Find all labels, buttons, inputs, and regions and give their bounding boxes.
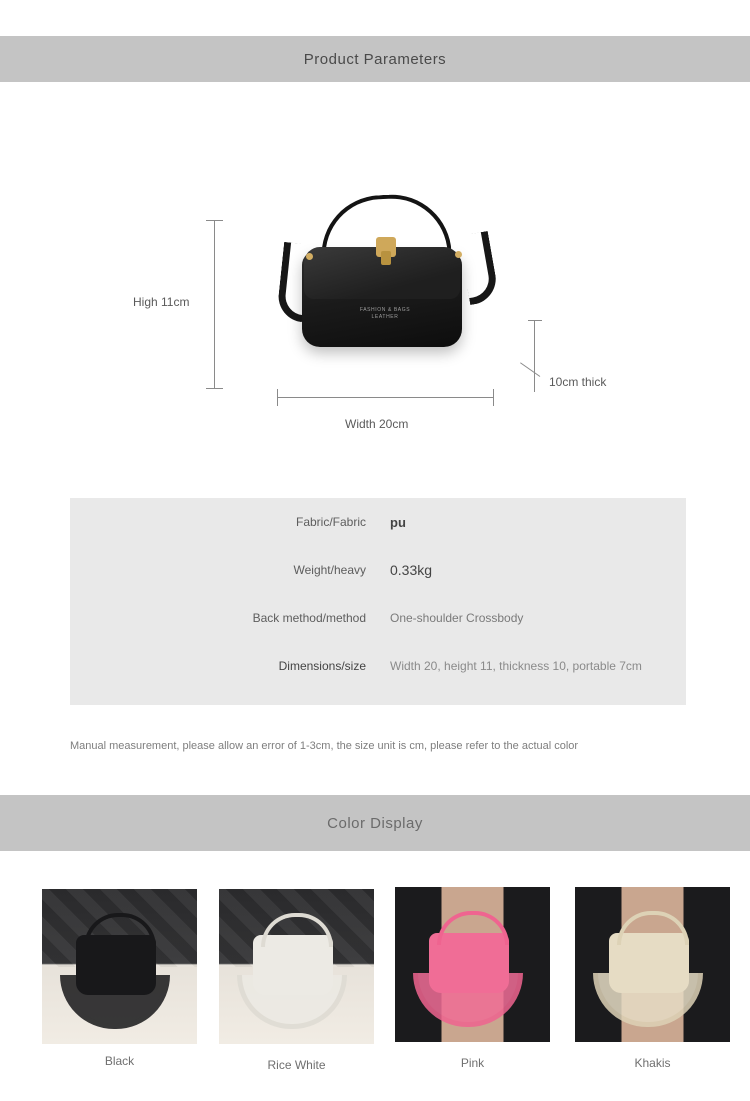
bag-strap-right [458, 231, 500, 305]
bag-clasp-icon [376, 237, 396, 257]
bag-illustration [272, 195, 502, 380]
width-measure-label: Width 20cm [345, 417, 409, 431]
color-card-pink[interactable] [395, 887, 550, 1070]
spec-label: Weight/heavy [293, 563, 366, 577]
width-measure-line [277, 397, 494, 398]
spec-value: 0.33kg [390, 562, 433, 578]
color-card-khakis[interactable] [575, 887, 730, 1070]
width-measure-cap-left [277, 389, 278, 406]
color-label: Pink [460, 1056, 485, 1070]
color-photo[interactable] [395, 887, 550, 1042]
color-label: Khakis [634, 1056, 671, 1070]
spec-value: pu [390, 514, 406, 530]
thickness-measure-cap-top [528, 320, 542, 321]
table-row [70, 546, 686, 594]
height-measure-label: High 11cm [133, 295, 190, 309]
color-label: Black [104, 1054, 135, 1068]
spec-label: Fabric/Fabric [295, 515, 366, 529]
bag-logo [350, 307, 420, 321]
spec-table [70, 498, 686, 705]
width-measure-cap-right [493, 389, 494, 406]
spec-value: Width 20, height 11, thickness 10, portable 7cm [390, 659, 642, 673]
bag-logo-line2: LEATHER [371, 314, 399, 320]
table-row [70, 642, 686, 690]
section-title-color: Color Display [327, 814, 423, 832]
measurement-note: Manual measurement, please allow an error of 1-3cm, the size unit is cm, please refer to the actual color [70, 740, 579, 752]
table-row [70, 594, 686, 642]
height-measure-line [214, 220, 215, 388]
bag-logo-line1: FASHION & BAGS [359, 307, 411, 313]
thickness-measure-label: 10cm thick [549, 375, 607, 389]
section-title-parameters: Product Parameters [303, 50, 447, 68]
thickness-measure-pointer [520, 362, 540, 377]
section-header-color [0, 795, 750, 851]
color-card-rice-white[interactable] [219, 889, 374, 1072]
bag-stud-left [306, 253, 313, 260]
bag-stud-right [455, 251, 462, 258]
spec-label: Dimensions/size [278, 659, 366, 673]
table-row [70, 498, 686, 546]
spec-label: Back method/method [252, 611, 366, 625]
color-photo[interactable] [42, 889, 197, 1044]
height-measure-cap-top [206, 220, 223, 221]
color-card-black[interactable] [42, 889, 197, 1068]
height-measure-cap-bottom [206, 388, 223, 389]
color-photo[interactable] [219, 889, 374, 1044]
section-header-parameters [0, 36, 750, 82]
thickness-measure-line [534, 320, 535, 392]
color-gallery [0, 865, 750, 1095]
color-label: Rice White [267, 1058, 326, 1072]
dimension-diagram [0, 120, 750, 480]
color-photo[interactable] [575, 887, 730, 1042]
spec-value: One-shoulder Crossbody [390, 611, 524, 625]
